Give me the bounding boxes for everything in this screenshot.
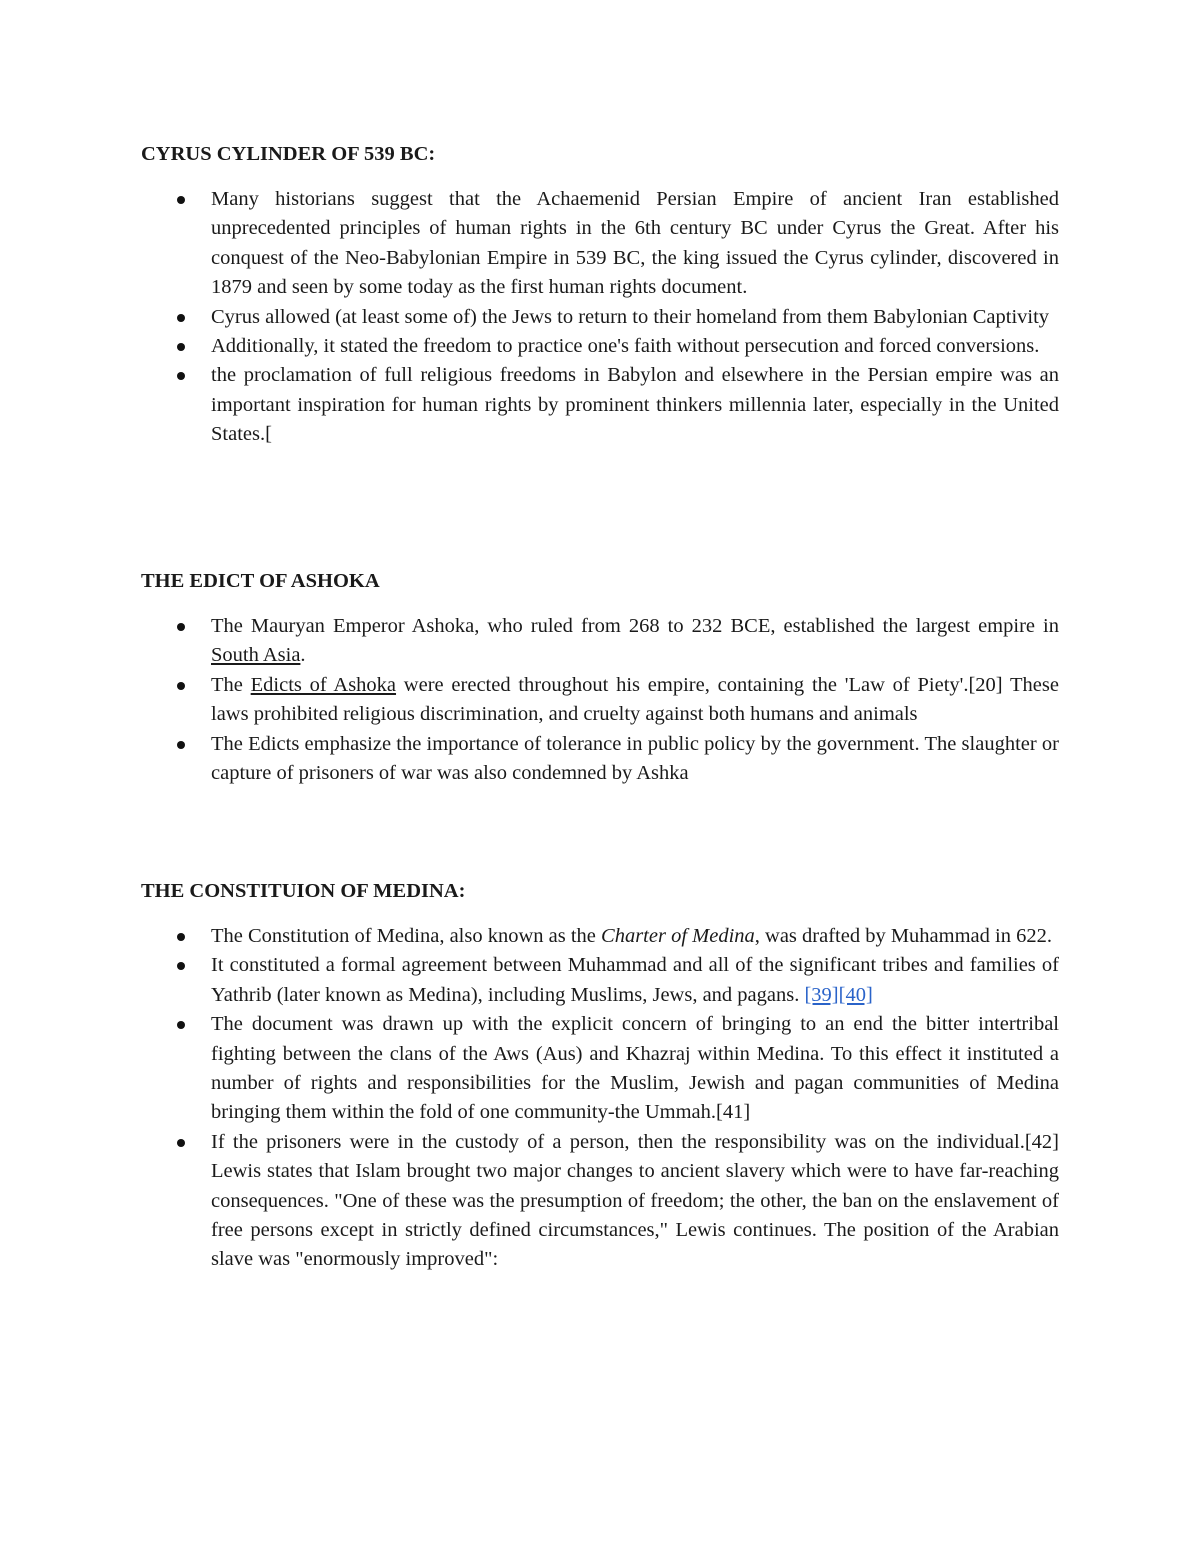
section-constitution-of-medina: [141, 877, 1059, 1275]
list-item-text: were erected throughout his empire, containing the 'Law of Piety'.[20] These laws prohibited religious discrimination, and cruelty against both humans and animals: [211, 673, 1059, 726]
list-item-text: the proclamation of full religious freedoms in Babylon and elsewhere in the Persian empire was an important inspiration for human rights by prominent thinkers millennia later, especially in the United States.[: [211, 364, 1059, 446]
section-title-cyrus: CYRUS CYLINDER OF 539 BC:: [141, 143, 436, 165]
bullet-list-ashoka: [141, 612, 1059, 788]
list-item-text: The Edicts emphasize the importance of tolerance in public policy by the government. The slaughter or capture of prisoners of war was also condemned by Ashka: [211, 732, 1059, 785]
list-item: [141, 1128, 1059, 1275]
list-item-text: Cyrus allowed (at least some of) the Jews to return to their homeland from them Babylonian Captivity: [211, 305, 1050, 328]
link-south-asia[interactable]: South Asia: [211, 644, 301, 667]
list-item: [141, 332, 1059, 361]
bullet-icon: [177, 196, 185, 204]
bullet-icon: [177, 623, 185, 631]
section-title-ashoka: THE EDICT OF ASHOKA: [141, 570, 380, 592]
list-item-text: .: [300, 644, 306, 667]
citation-link-39-40[interactable]: [39][40]: [804, 983, 873, 1006]
bullet-icon: [177, 343, 185, 351]
list-item-text: It constituted a formal agreement between Muhammad and all of the significant tribes and families of Yathrib (later known as Medina), including Muslims, Jews, and pagans.: [211, 954, 1059, 1006]
list-item-text: If the prisoners were in the custody of a person, then the responsibility was on the individual.[42] Lewis states that Islam brought two major changes to ancient slavery which were to have far-reaching consequences. "One of these was the presumption of freedom; the other, the ban on the enslavement of free persons except in strictly defined circumstances," Lewis continues. The position of the Arabian slave was "enormously improved":: [211, 1130, 1059, 1271]
list-item-text: Additionally, it stated the freedom to practice one's faith without persecution and forced conversions.: [211, 335, 1040, 358]
charter-of-medina-emphasis: Charter of Medina: [601, 925, 755, 947]
bullet-list-medina: [141, 922, 1059, 1275]
list-item-text: The Mauryan Emperor Ashoka, who ruled from 268 to 232 BCE, established the largest empire in: [211, 615, 1059, 637]
bullet-icon: [177, 314, 185, 322]
list-item: [141, 671, 1059, 730]
list-item-text: , was drafted by Muhammad in 622.: [754, 925, 1052, 947]
section-cyrus-cylinder: [141, 140, 1059, 450]
bullet-icon: [177, 682, 185, 690]
list-item: [141, 361, 1059, 449]
section-edict-of-ashoka: [141, 567, 1059, 788]
list-item: [141, 1010, 1059, 1128]
list-item-text: Many historians suggest that the Achaemenid Persian Empire of ancient Iran established unprecedented principles of human rights in the 6th century BC under Cyrus the Great. After his conquest of the Neo-Babylonian Empire in 539 BC, the king issued the Cyrus cylinder, discovered in 1879 and seen by some today as the first human rights document.: [211, 188, 1059, 299]
list-item-text: The: [211, 673, 251, 696]
list-item: [141, 612, 1059, 671]
link-edicts-of-ashoka[interactable]: Edicts of Ashoka: [250, 673, 397, 696]
bullet-icon: [177, 372, 185, 380]
list-item-text: The document was drawn up with the explicit concern of bringing to an end the bitter intertribal fighting between the clans of the Aws (Aus) and Khazraj within Medina. To this effect it instituted a number of rights and responsibilities for the Muslim, Jewish and pagan communities of Medina bringing them within the fold of one community-the Ummah.[41]: [211, 1013, 1059, 1124]
bullet-icon: [177, 933, 185, 941]
list-item: [141, 730, 1059, 789]
list-item: [141, 951, 1059, 1010]
section-title-medina: THE CONSTITUION OF MEDINA:: [141, 880, 466, 902]
bullet-icon: [177, 741, 185, 749]
list-item-text: The Constitution of Medina, also known as the: [211, 925, 602, 947]
list-item: [141, 922, 1059, 951]
list-item: [141, 185, 1059, 303]
bullet-list-cyrus: [141, 185, 1059, 450]
bullet-icon: [177, 1021, 185, 1029]
bullet-icon: [177, 962, 185, 970]
bullet-icon: [177, 1139, 185, 1147]
list-item: [141, 303, 1059, 332]
